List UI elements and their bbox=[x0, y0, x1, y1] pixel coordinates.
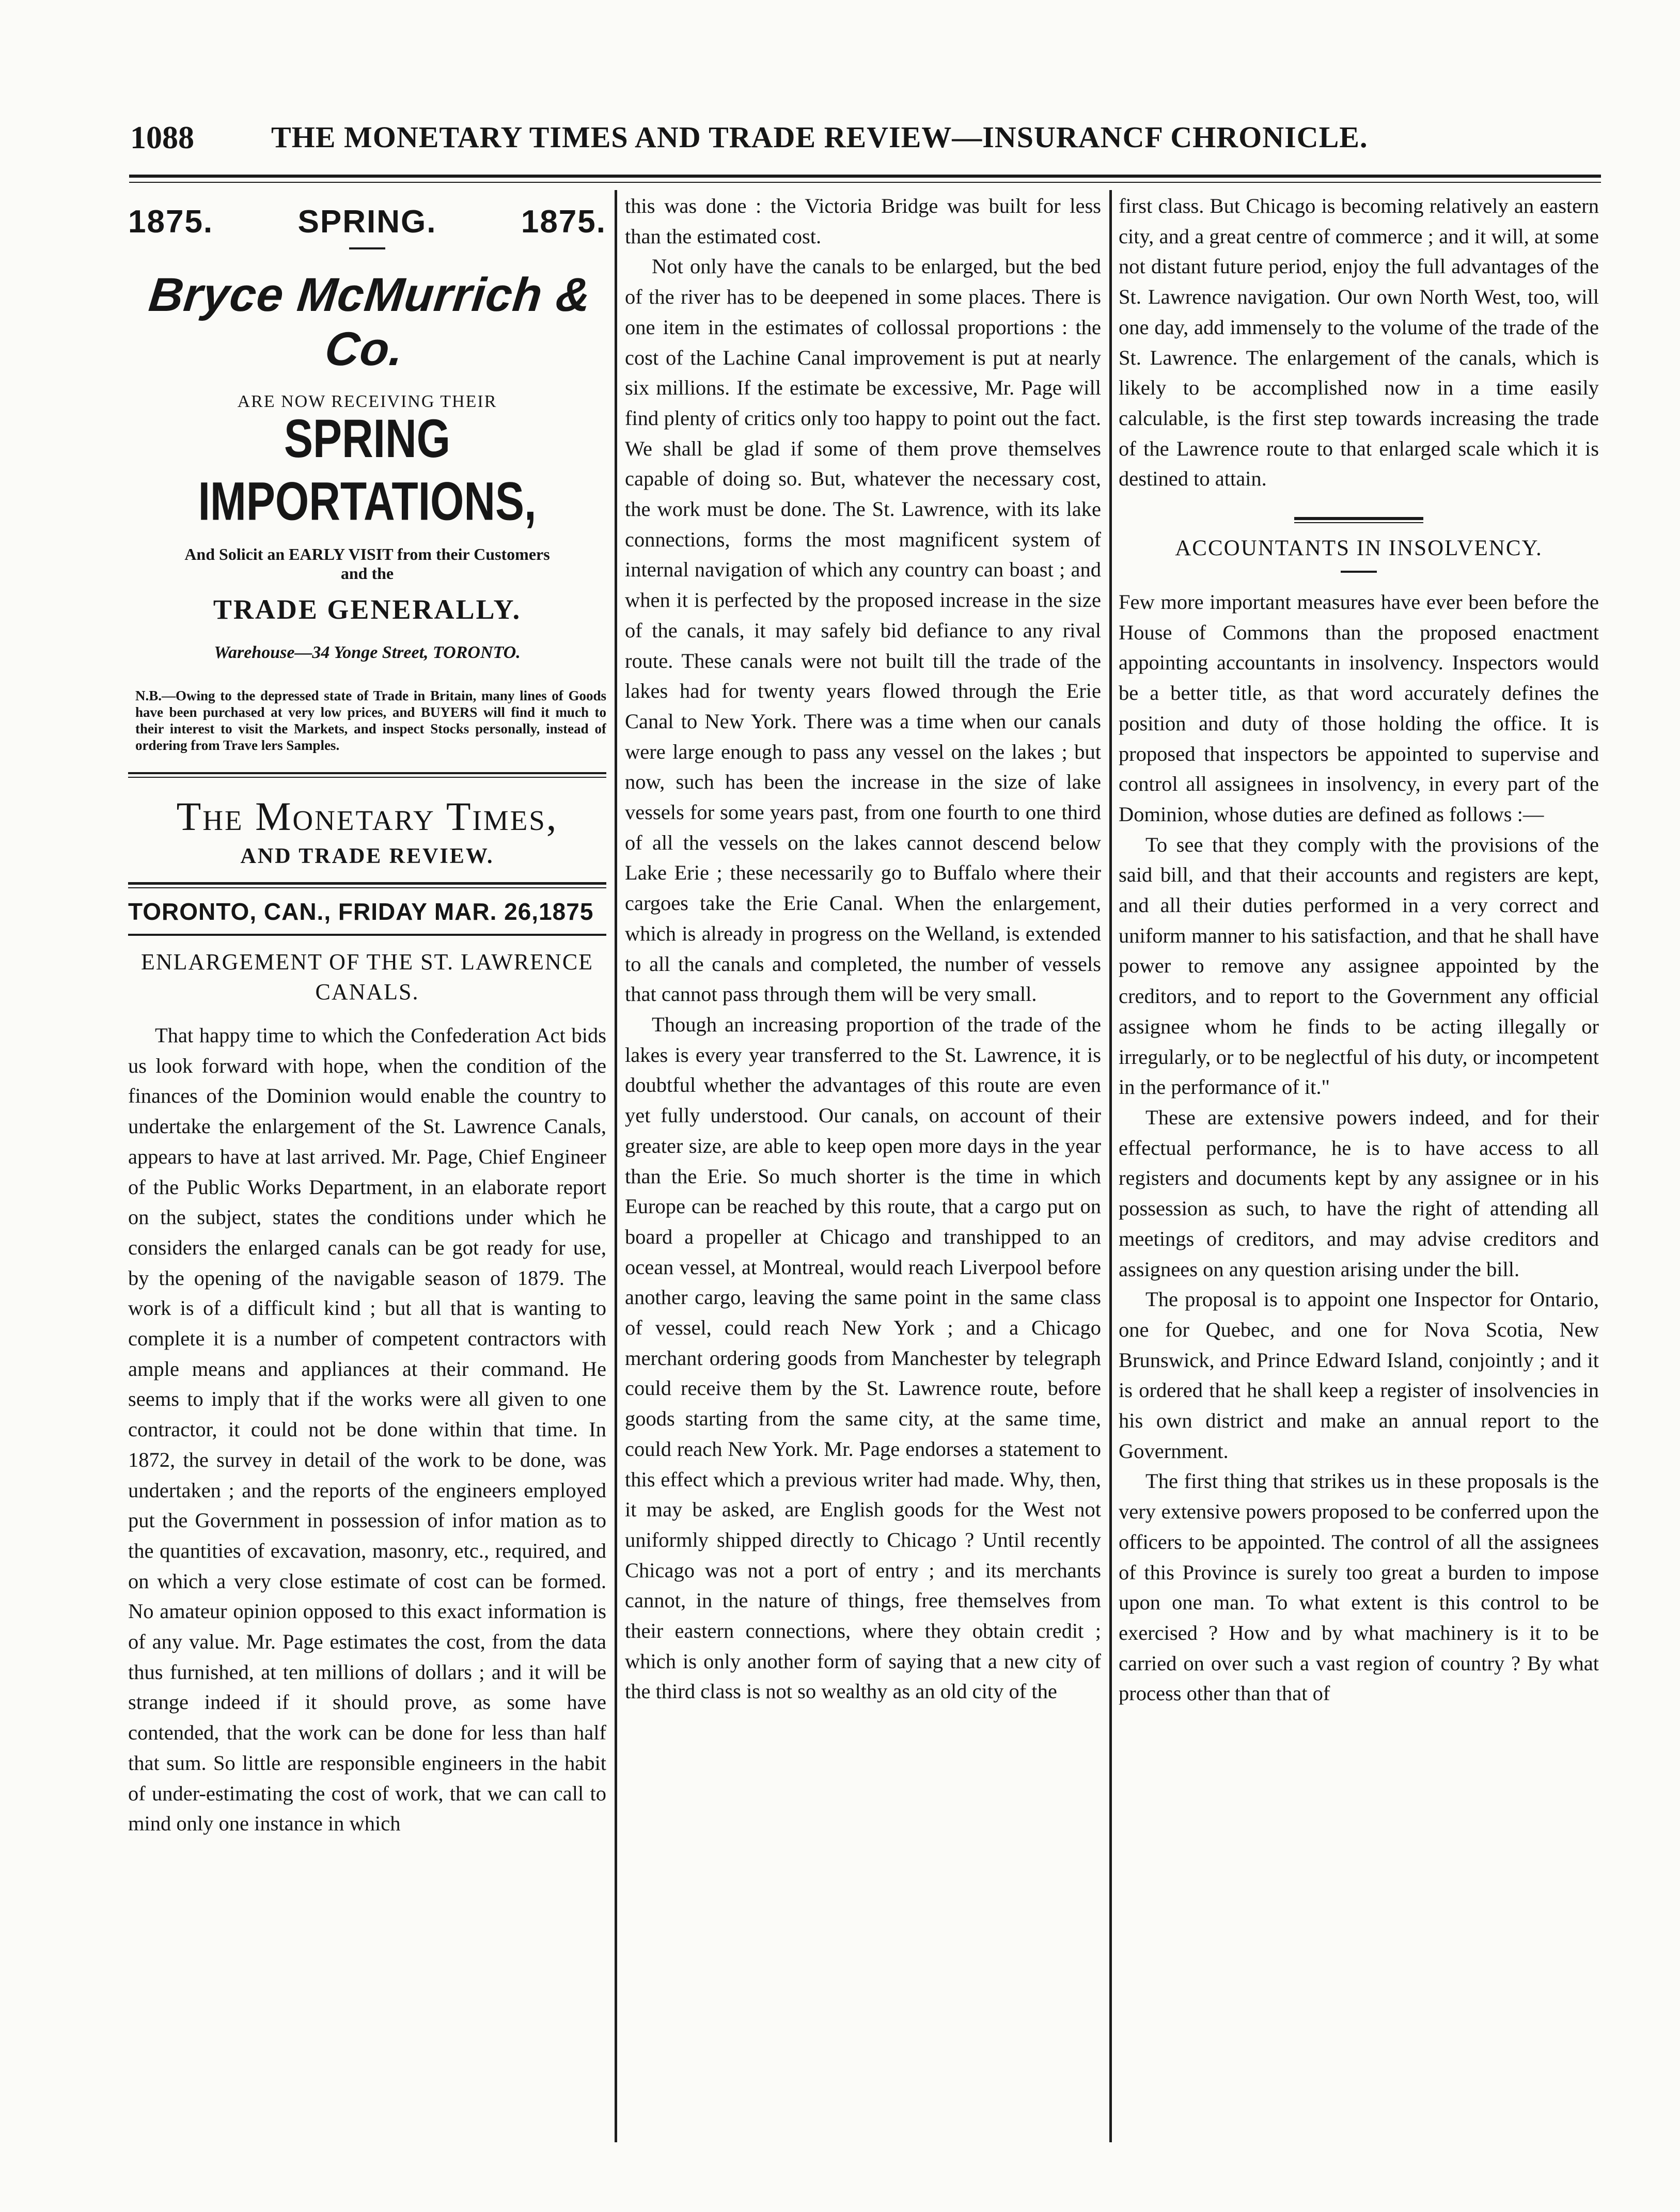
column-rule-right bbox=[1109, 190, 1112, 2142]
paragraph: Not only have the canals to be enlarged, but the bed of the river has to be deepened in some places. There is one item in the estimates of collossal proportions : the cost of the Lachine Canal improvement is put at nearly six millions. If the estimate be excessive, Mr. Page will find plenty of critics only too happy to point out the fact. We shall be glad if some of them prove themselves capable of doing so. But, whatever the necessary cost, the work must be done. The St. Lawrence, with its lake connections, forms the most magnificent system of internal navigation of which any country can boast ; and when it is perfected by the proposed increase in the size of the canals, it may safely bid defiance to any rival route. These canals were not built till the trade of the lakes had for twenty years flowed through the Erie Canal to New York. There was a time when our canals were large enough to pass any vessel on the lakes ; but now, such has been the increase in the size of lake vessels for some years past, from one fourth to one third of all the vessels on the lakes cannot descend below Lake Erie ; these necessarily go to Buffalo where their cargoes take the Erie Canal. When the enlargement, which is already in progress on the Welland, is extended to all the canals and completed, the number of vessels that cannot pass through them will be very small. bbox=[625, 255, 1101, 1006]
page-number: 1088 bbox=[130, 120, 194, 155]
running-head: THE MONETARY TIMES AND TRADE REVIEW—INSURANCF CHRONICLE. bbox=[271, 120, 1368, 154]
article-title-accountants: ACCOUNTANTS IN INSOLVENCY. bbox=[1175, 536, 1543, 561]
ad-solicit-line: And Solicit an EARLY VISIT from their Customers bbox=[184, 545, 550, 563]
paragraph: These are extensive powers indeed, and for their effectual performance, he is to have access to all registers and documents kept by any assignee or in his possession as such, to have the right of attending all meetings of creditors, and may advise creditors and assignees on any question arising under the bill. bbox=[1119, 1105, 1599, 1281]
ad-year-left: 1875. bbox=[128, 204, 214, 240]
paragraph: That happy time to which the Confederation Act bids us look forward with hope, when the condition of the finances of the Dominion would enable the country to undertake the enlargement of the St. Lawrence Canals, appears to have at last arrived. Mr. Page, Chief Engineer of the Public Works Department, in an elaborate report on the subject, states the conditions under which he considers the enlarged canals can be got ready for use, by the opening of the navigable season of 1879. The work is of a difficult kind ; but all that is wanting to complete it is a number of competent contractors with ample means and appliances at their command. He seems to imply that if the works were all given to one contractor, it could not be done within that time. In 1872, the survey in detail of the work to be done, was undertaken ; and the reports of the engineers employed put the Government in possession of infor mation as to the quantities of excavation, masonry, etc., required, and on which a very close estimate of cost can be formed. No amateur opinion opposed to this exact information is of any value. Mr. Page estimates the cost, from the data thus furnished, at ten millions of dollars ; and it will be strange indeed if it should prove, as some have contended, that the work can be done for less than half that sum. So little are responsible engineers in the habit of under-estimating the cost of work, that we can call to mind only one instance in which bbox=[128, 1024, 606, 1836]
paragraph: The proposal is to appoint one Inspector for Ontario, one for Quebec, and one for Nova Scotia, New Brunswick, and Prince Edward Island, conjointly ; and it is ordered that he shall keep a register of insolvencies in his own district and make an annual report to the Government. bbox=[1119, 1288, 1599, 1463]
paragraph: Few more important measures have ever been before the House of Commons than the proposed enactment appointing accountants in insolvency. Inspectors would be a better title, as that word accurately defines the position and duty of those holding the office. It is proposed that inspectors be appointed to supervise and control all assignees in insolvency, in every part of the Dominion, whose duties are defined as follows :— bbox=[1119, 590, 1599, 826]
ad-receiving-line: ARE NOW RECEIVING THEIR bbox=[237, 392, 497, 411]
ad-trade-generally: TRADE GENERALLY. bbox=[213, 594, 522, 625]
dateline-bottom-rule bbox=[128, 934, 606, 936]
ad-divider bbox=[349, 247, 385, 249]
article-canals-col3 bbox=[1119, 191, 1599, 494]
ad-season: SPRING. bbox=[297, 204, 437, 240]
article-accountants bbox=[1119, 587, 1599, 1709]
ad-importations: SPRING IMPORTATIONS, bbox=[198, 408, 537, 531]
dateline-top-rule bbox=[128, 882, 606, 888]
column-1 bbox=[128, 191, 606, 2143]
column-rule-left bbox=[615, 190, 617, 2142]
article-title-canals: ENLARGEMENT OF THE ST. LAWRENCE CANALS. bbox=[140, 949, 594, 1005]
ad-warehouse-address: Warehouse—34 Yonge Street, TORONTO. bbox=[214, 643, 521, 662]
dateline: TORONTO, CAN., FRIDAY MAR. 26,1875 bbox=[128, 898, 594, 925]
title-underline bbox=[1341, 571, 1377, 573]
ad-and-the: and the bbox=[340, 564, 394, 583]
paragraph: Though an increasing proportion of the trade of the lakes is every year transferred to the St. Lawrence, it is doubtful whether the advantages of this route are even yet fully understood. Our canals, on account of their greater size, are able to keep open more days in the year than the Erie. So much shorter is the time in which Europe can be reached by this route, that a cargo put on board a propeller at Chicago and transhipped to an ocean vessel, at Montreal, would reach Liverpool before another cargo, leaving the same point in the same class of vessel, could reach New York ; and a Chicago merchant ordering goods from Manchester by telegraph could receive them by the St. Lawrence route, before goods starting from the same city, at the same time, could reach New York. Mr. Page endorses a statement to this effect which a previous writer had made. Why, then, it may be asked, are English goods for the West not uniformly shipped directly to Chicago ? Until recently Chicago was not a port of entry ; and its merchants cannot, in the nature of things, free themselves from their eastern connections, where they obtain credit ; which is only another form of saying that a new city of the third class is not so wealthy as an old city of the bbox=[625, 1012, 1101, 1703]
paragraph: this was done : the Victoria Bridge was built for less than the estimated cost. bbox=[625, 194, 1101, 248]
ad-season-line bbox=[128, 203, 606, 240]
ad-nota-bene: N.B.—Owing to the depressed state of Trade in Britain, many lines of Goods have been purchased at very low prices, and BUYERS will find it much to their interest to visit the Markets, and inspect Stocks personally, instead of ordering from Trave lers Samples. bbox=[135, 688, 606, 753]
ad-year-right: 1875. bbox=[521, 204, 606, 240]
paragraph: The first thing that strikes us in these proposals is the very extensive powers proposed to be conferred upon the officers to be appointed. The control of all the assignees of this Province is surely too great a burden to impose upon one man. To what extent is this control to be exercised ? How and by what machinery is it to be carried on over such a vast region of country ? By what process other than that of bbox=[1119, 1469, 1599, 1705]
paragraph: To see that they comply with the provisions of the said bill, and that their accounts and registers are kept, and all their duties performed in a very correct and uniform manner to his satisfaction, and that he shall have power to remove any assignee appointed by the creditors, and to report to the Government any official assignee whom he finds to be acting illegally or irregularly, or to be neglectful of his duty, or incompetent in the performance of it." bbox=[1119, 833, 1599, 1099]
masthead-top-rule bbox=[128, 772, 606, 778]
column-2 bbox=[625, 191, 1101, 2154]
paragraph: first class. But Chicago is becoming relatively an eastern city, and a great centre of commerce ; and it will, at some not distant future period, enjoy the full advantages of the St. Lawrence navigation. Our own North West, too, will one day, add immensely to the volume of the trade of the St. Lawrence. The enlargement of the canals, which is likely to be accomplished now in a time easily calculable, is the first step towards increasing the trade of the Lawrence route to that enlarged scale which it is destined to attain. bbox=[1119, 194, 1599, 491]
article-canals-col2 bbox=[625, 191, 1101, 1707]
article-canals-col1 bbox=[128, 1021, 606, 1839]
masthead-title: The Monetary Times, bbox=[176, 794, 558, 839]
masthead-subtitle: AND TRADE REVIEW. bbox=[240, 844, 494, 868]
section-divider bbox=[1294, 517, 1423, 523]
column-3 bbox=[1119, 191, 1599, 2050]
ad-firm-name: Bryce McMurrich & Co. bbox=[146, 269, 594, 375]
header-rule bbox=[129, 175, 1601, 183]
